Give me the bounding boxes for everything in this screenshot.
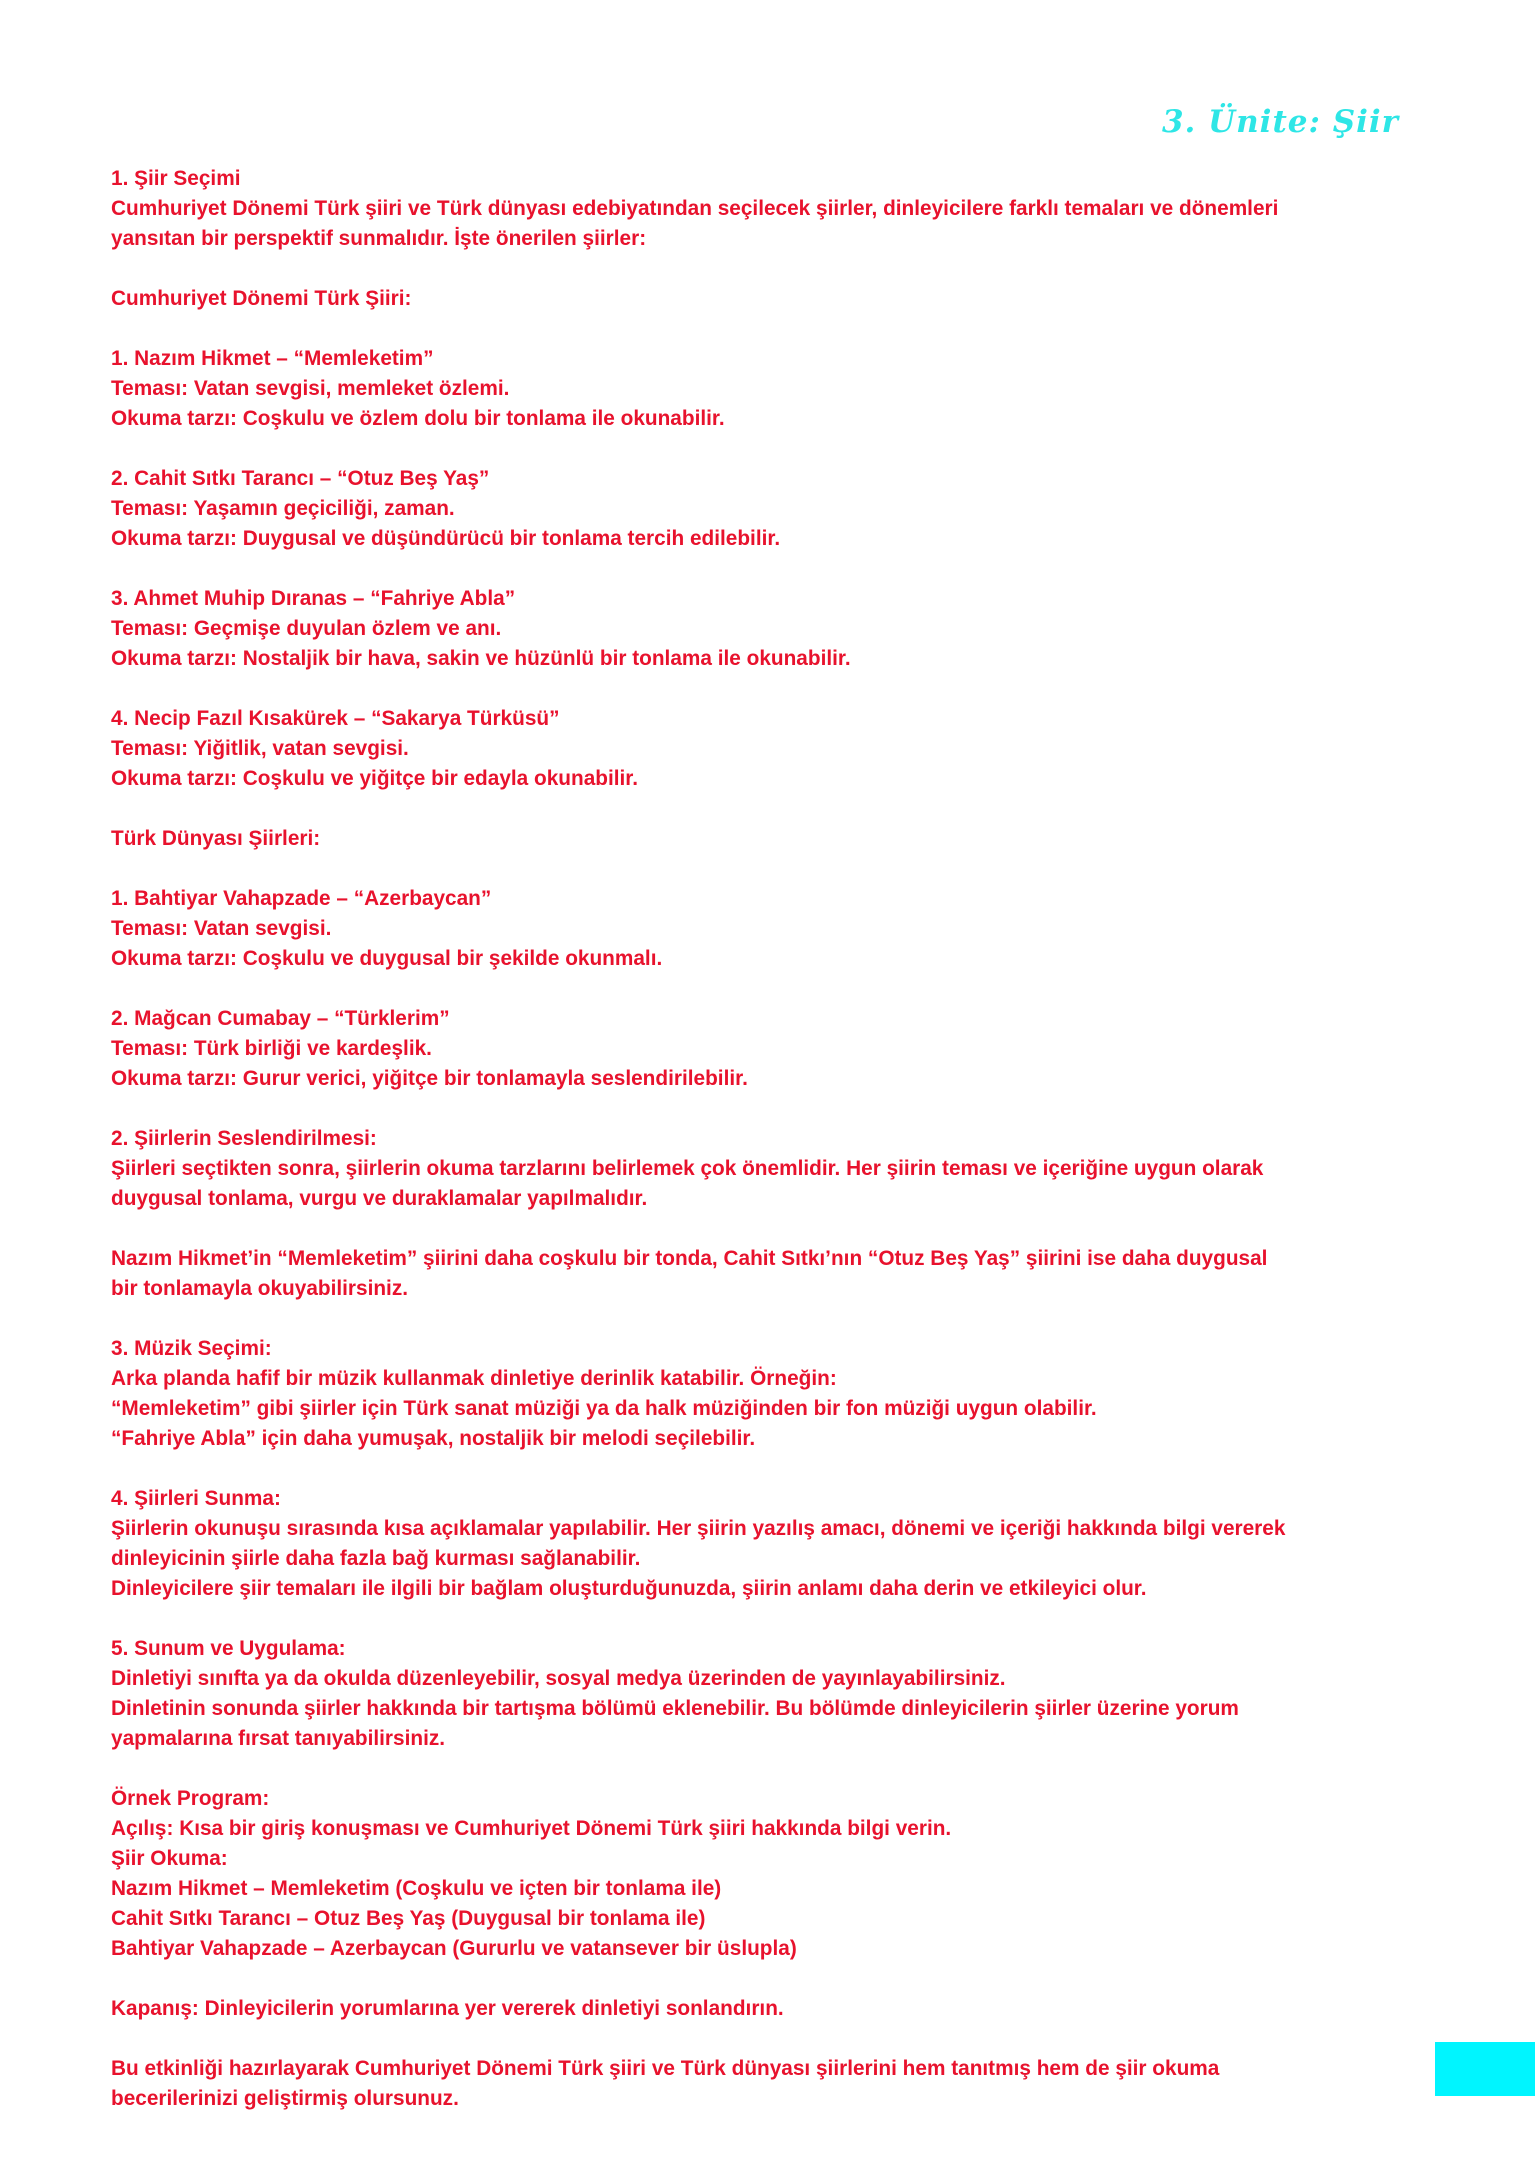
text-line: 1. Bahtiyar Vahapzade – “Azerbaycan” (111, 887, 492, 910)
text-line: bir tonlamayla okuyabilirsiniz. (111, 1277, 409, 1300)
text-line: Teması: Geçmişe duyulan özlem ve anı. (111, 617, 502, 640)
text-line: becerilerinizi geliştirmiş olursunuz. (111, 2087, 459, 2110)
text-line: Cumhuriyet Dönemi Türk Şiiri: (111, 287, 412, 310)
paragraph (111, 1244, 1431, 1304)
text-line: Dinleyicilere şiir temaları ile ilgili bir bağlam oluşturduğunuzda, şiirin anlamı daha derin ve etkileyici olur. (111, 1577, 1147, 1600)
document-body (111, 164, 1431, 2114)
text-line: Nazım Hikmet – Memleketim (Coşkulu ve içten bir tonlama ile) (111, 1877, 722, 1900)
paragraph (111, 2054, 1431, 2114)
text-line: 2. Şiirlerin Seslendirilmesi: (111, 1127, 377, 1150)
text-line: yansıtan bir perspektif sunmalıdır. İşte önerilen şiirler: (111, 227, 647, 250)
text-line: “Fahriye Abla” için daha yumuşak, nostaljik bir melodi seçilebilir. (111, 1427, 756, 1450)
text-line: Arka planda hafif bir müzik kullanmak dinletiye derinlik katabilir. Örneğin: (111, 1367, 837, 1390)
text-line: 2. Cahit Sıtkı Tarancı – “Otuz Beş Yaş” (111, 467, 490, 490)
text-line: Okuma tarzı: Coşkulu ve yiğitçe bir edayla okunabilir. (111, 767, 639, 790)
paragraph (111, 464, 1431, 554)
paragraph (111, 1124, 1431, 1214)
text-line: Bahtiyar Vahapzade – Azerbaycan (Gururlu ve vatansever bir üslupla) (111, 1937, 797, 1960)
text-line: 1. Şiir Seçimi (111, 167, 241, 190)
text-line: Şiirlerin okunuşu sırasında kısa açıklamalar yapılabilir. Her şiirin yazılış amacı, dönemi ve içeriği hakkında bilgi vererek (111, 1517, 1286, 1540)
text-line: 3. Müzik Seçimi: (111, 1337, 272, 1360)
text-line: Kapanış: Dinleyicilerin yorumlarına yer vererek dinletiyi sonlandırın. (111, 1997, 784, 2020)
paragraph (111, 884, 1431, 974)
text-line: Okuma tarzı: Coşkulu ve duygusal bir şekilde okunmalı. (111, 947, 663, 970)
text-line: Açılış: Kısa bir giriş konuşması ve Cumhuriyet Dönemi Türk şiiri hakkında bilgi verin. (111, 1817, 952, 1840)
text-line: 5. Sunum ve Uygulama: (111, 1637, 346, 1660)
text-line: Teması: Vatan sevgisi. (111, 917, 332, 940)
paragraph (111, 1334, 1431, 1454)
text-line: 2. Mağcan Cumabay – “Türklerim” (111, 1007, 450, 1030)
text-line: “Memleketim” gibi şiirler için Türk sanat müziği ya da halk müziğinden bir fon müziği uygun olabilir. (111, 1397, 1097, 1420)
text-line: Teması: Yiğitlik, vatan sevgisi. (111, 737, 409, 760)
paragraph (111, 1484, 1431, 1604)
text-line: Teması: Yaşamın geçiciliği, zaman. (111, 497, 455, 520)
text-line: 4. Şiirleri Sunma: (111, 1487, 281, 1510)
text-line: Örnek Program: (111, 1787, 270, 1810)
paragraph (111, 584, 1431, 674)
text-line: Teması: Vatan sevgisi, memleket özlemi. (111, 377, 510, 400)
page-number-tab (1435, 2042, 1535, 2096)
paragraph (111, 824, 1431, 854)
text-line: Nazım Hikmet’in “Memleketim” şiirini daha coşkulu bir tonda, Cahit Sıtkı’nın “Otuz Beş Yaş” şiirini ise daha duygusal (111, 1247, 1268, 1270)
text-line: 3. Ahmet Muhip Dıranas – “Fahriye Abla” (111, 587, 516, 610)
text-line: Okuma tarzı: Nostaljik bir hava, sakin ve hüzünlü bir tonlama ile okunabilir. (111, 647, 851, 670)
text-line: Okuma tarzı: Coşkulu ve özlem dolu bir tonlama ile okunabilir. (111, 407, 725, 430)
text-line: duygusal tonlama, vurgu ve duraklamalar yapılmalıdır. (111, 1187, 648, 1210)
paragraph (111, 344, 1431, 434)
paragraph (111, 1004, 1431, 1094)
text-line: Şiirleri seçtikten sonra, şiirlerin okuma tarzlarını belirlemek çok önemlidir. Her şiirin teması ve içeriğine uygun olarak (111, 1157, 1264, 1180)
text-line: Türk Dünyası Şiirleri: (111, 827, 321, 850)
text-line: dinleyicinin şiirle daha fazla bağ kurması sağlanabilir. (111, 1547, 641, 1570)
unit-header: 3. Ünite: Şiir (1161, 104, 1399, 140)
text-line: Şiir Okuma: (111, 1847, 228, 1870)
text-line: 1. Nazım Hikmet – “Memleketim” (111, 347, 434, 370)
paragraph (111, 1994, 1431, 2024)
text-line: Cahit Sıtkı Tarancı – Otuz Beş Yaş (Duygusal bir tonlama ile) (111, 1907, 706, 1930)
paragraph (111, 164, 1431, 254)
text-line: Teması: Türk birliği ve kardeşlik. (111, 1037, 432, 1060)
text-line: Dinletiyi sınıfta ya da okulda düzenleyebilir, sosyal medya üzerinden de yayınlayabilirsiniz. (111, 1667, 1006, 1690)
text-line: Dinletinin sonunda şiirler hakkında bir tartışma bölümü eklenebilir. Bu bölümde dinleyicilerin şiirler üzerine yorum (111, 1697, 1239, 1720)
text-line: Cumhuriyet Dönemi Türk şiiri ve Türk dünyası edebiyatından seçilecek şiirler, dinleyicilere farklı temaları ve dönemleri (111, 197, 1279, 220)
text-line: yapmalarına fırsat tanıyabilirsiniz. (111, 1727, 446, 1750)
paragraph (111, 284, 1431, 314)
paragraph (111, 1784, 1431, 1964)
text-line: Bu etkinliği hazırlayarak Cumhuriyet Dönemi Türk şiiri ve Türk dünyası şiirlerini hem tanıtmış hem de şiir okuma (111, 2057, 1220, 2080)
paragraph (111, 1634, 1431, 1754)
paragraph (111, 704, 1431, 794)
text-line: 4. Necip Fazıl Kısakürek – “Sakarya Türküsü” (111, 707, 560, 730)
text-line: Okuma tarzı: Gurur verici, yiğitçe bir tonlamayla seslendirilebilir. (111, 1067, 748, 1090)
text-line: Okuma tarzı: Duygusal ve düşündürücü bir tonlama tercih edilebilir. (111, 527, 781, 550)
